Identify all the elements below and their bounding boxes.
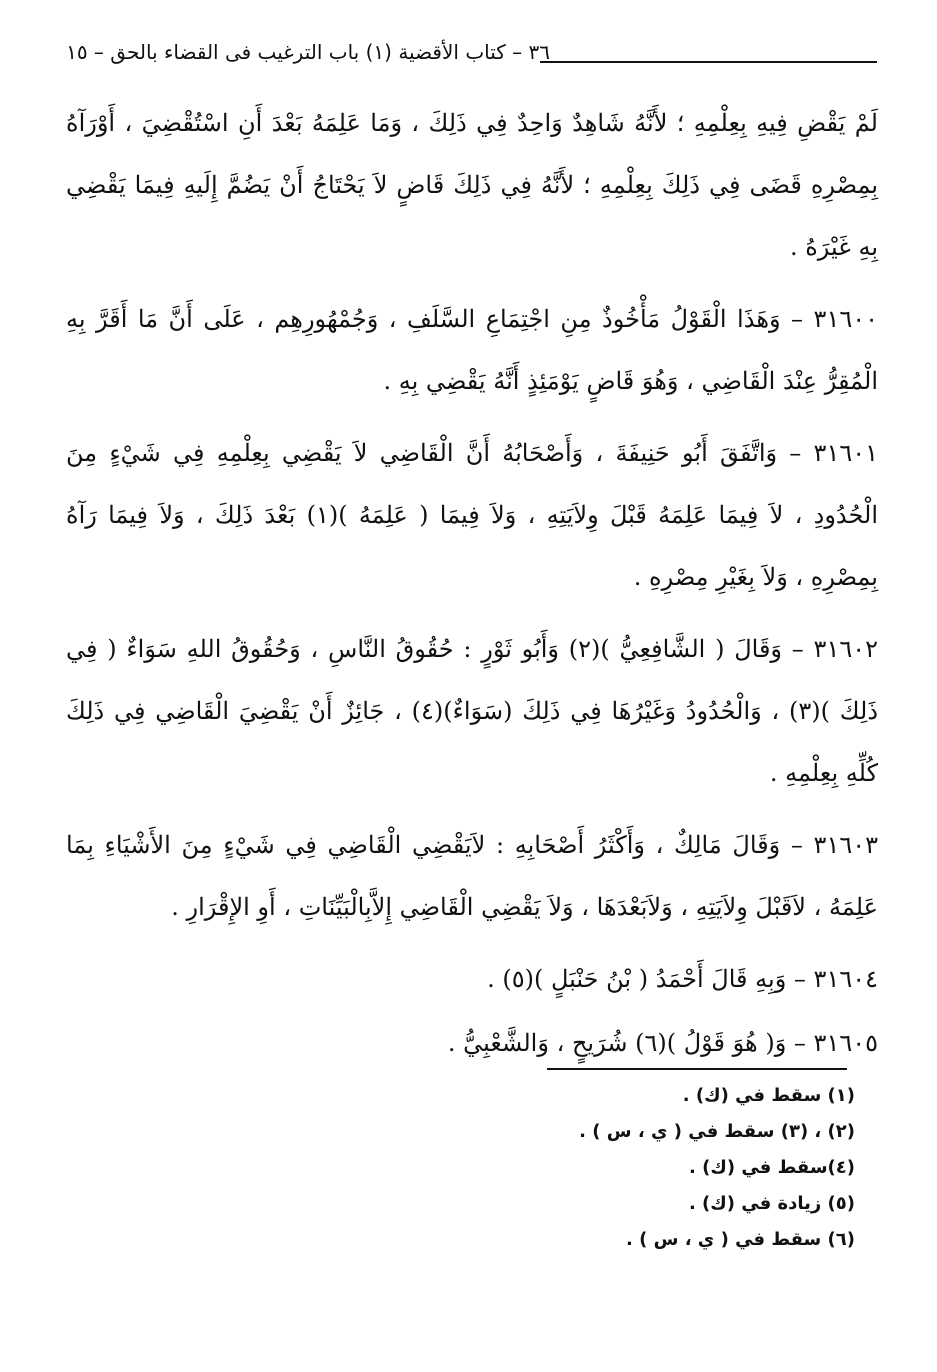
paragraph-31600: ٣١٦٠٠ – وَهَذَا الْقَوْلُ مَأْخُوذٌ مِنِ اجْتِمَاعِ السَّلَفِ ، وَجُمْهُورِهِم ، عَلَى أَنَّ مَا أَقَرَّ بِهِ الْمُقِرُّ عِنْدَ الْقَاضِي ، وَهُوَ قَاضٍ يَوْمَئِذٍ أَنَّهُ يَقْضِي بِهِ . bbox=[66, 305, 878, 395]
paragraph-31604: ٣١٦٠٤ – وَبِهِ قَالَ أَحْمَدُ ( بْنُ حَنْبَلٍ )(٥) . bbox=[487, 965, 878, 993]
footnote-rule bbox=[547, 1068, 847, 1070]
main-text bbox=[66, 92, 878, 1076]
header-rule bbox=[540, 61, 877, 63]
paragraph-31605: ٣١٦٠٥ – وَ( هُوَ قَوْلُ )(٦) شُرَيحٍ ، وَالشَّعْبِيُّ . bbox=[447, 1029, 878, 1057]
footnote-6: (٦) سقط في ( ي ، س ) . bbox=[626, 1229, 855, 1250]
running-header: ٣٦ – كتاب الأقضية (١) باب الترغيب فى القضاء بالحق – ١٥ bbox=[66, 40, 550, 64]
footnotes bbox=[460, 1078, 855, 1258]
footnote-4: (٤)سقط في (ك) . bbox=[689, 1157, 855, 1178]
paragraph-31601: ٣١٦٠١ – وَاتَّفَقَ أَبُو حَنِيفَةَ ، وَأَصْحَابُهُ أَنَّ الْقَاضِي لاَ يَقْضِي بِعِلْمِهِ فِي شَيْءٍ مِنَ الْحُدُودِ ، لاَ فِيمَا عَلِمَهُ قَبْلَ وِلاَيَتِهِ ، وَلاَ فِيمَا ( عَلِمَهُ )(١) بَعْدَ ذَلِكَ ، وَلاَ فِيمَا رَآهُ بِمِصْرِهِ ، وَلاَ بِغَيْرِ مِصْرِهِ . bbox=[66, 439, 878, 591]
footnote-2-3: (٢) ، (٣) سقط في ( ي ، س ) . bbox=[579, 1121, 855, 1142]
paragraph-continuation: لَمْ يَقْضِ فِيهِ بِعِلْمِهِ ؛ لأَنَّهُ شَاهِدٌ وَاحِدٌ فِي ذَلِكَ ، وَمَا عَلِمَهُ بَعْدَ أَنِ اسْتُقْضِيَ ، أَوْرَآهُ بِمِصْرِهِ قَضَى فِي ذَلِكَ بِعِلْمِهِ ؛ لأَنَّهُ فِي ذَلِكَ قَاضٍ لاَ يَحْتَاجُ أَنْ يَضُمَّ إِلَيهِ فِيمَا يَقْضِي بِهِ غَيْرَهُ . bbox=[66, 109, 878, 261]
footnote-5: (٥) زيادة في (ك) . bbox=[688, 1193, 855, 1214]
footnote-1: (١) سقط في (ك) . bbox=[682, 1085, 855, 1106]
paragraph-31603: ٣١٦٠٣ – وَقَالَ مَالِكٌ ، وَأَكْثَرُ أَصْحَابِهِ : لاَيَقْضِي الْقَاضِي فِي شَيْءٍ مِنَ الأَشْيَاءِ بِمَا عَلِمَهُ ، لاَقَبْلَ وِلاَيَتِهِ ، وَلاَبَعْدَهَا ، وَلاَ يَقْضِي الْقَاضِي إِلاَّبِالْبَيِّنَاتِ ، أَوِ الإِقْرَارِ . bbox=[66, 831, 878, 921]
paragraph-31602: ٣١٦٠٢ – وَقَالَ ( الشَّافِعِيُّ )(٢) وَأَبُو ثَوْرٍ : حُقُوقُ النَّاسِ ، وَحُقُوقُ اللهِ سَوَاءٌ ( فِي ذَلِكَ )(٣) ، وَالْحُدُودُ وَغَيْرُهَا فِي ذَلِكَ (سَوَاءٌ)(٤) ، جَائِزٌ أَنْ يَقْضِيَ الْقَاضِي فِي ذَلِكَ كُلِّهِ بِعِلْمِهِ . bbox=[66, 635, 879, 787]
